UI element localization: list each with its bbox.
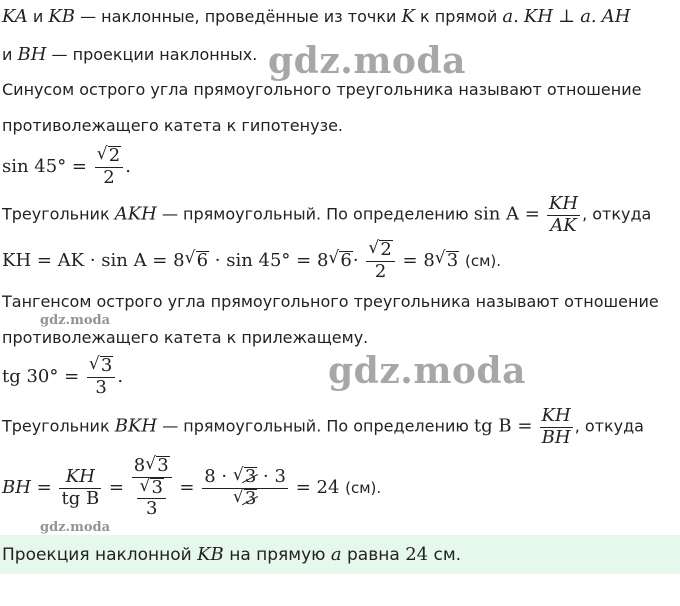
- answer-text: Проекция наклонной KB на прямую a равна 24 см.: [2, 544, 462, 565]
- line-triangle-akh: Треугольник AKH — прямоугольный. По определению sin A = $\frac{KH}{AK}$ , откуда: [2, 193, 652, 236]
- watermark-small: gdz.moda: [40, 313, 111, 328]
- fraction: $\frac{KH}{BH}$: [541, 405, 571, 448]
- sine-definition-2: противолежащего катета к гипотенузе.: [2, 116, 344, 135]
- line-triangle-bkh: Треугольник BKH — прямоугольный. По определению tg B = $\frac{KH}{BH}$ , откуда: [2, 405, 644, 448]
- fraction: √ $\frac{2}{2}$: [366, 240, 394, 282]
- answer-box: [0, 535, 680, 574]
- equation-kh: KH = AK · sin A = 8√ 6 · sin 45° = 8√ 6· √ $\frac{2}{2}$ = 8√ 3 (см).: [2, 240, 501, 282]
- watermark-logo: gdz.moda: [328, 350, 526, 392]
- equation-bh: BH = $\frac{KH}{\text{tg B}}$ = 8√ 3 √ $\frac{3}{3}$ = 8 · √ 3 · 3 √ 3 = 24 (см).: [2, 456, 381, 520]
- line-1: KA и KB — наклонные, проведённые из точки K к прямой a. KH ⊥ a. AH: [2, 6, 631, 27]
- fraction: $\frac{KH}{AK}$: [548, 193, 579, 236]
- line-2: и BH — проекции наклонных.: [2, 44, 258, 65]
- sine-definition-1: Синусом острого угла прямоугольного треугольника называют отношение: [2, 80, 642, 99]
- watermark-small: gdz.moda: [40, 520, 111, 535]
- equation-tg30: tg 30° = √ $\frac{3}{3}$ .: [2, 356, 123, 398]
- tangent-definition-1: Тангенсом острого угла прямоугольного треугольника называют отношение: [2, 292, 659, 311]
- fraction: 8 · √ 3 · 3 √ 3: [202, 467, 288, 509]
- fraction: $\frac{KH}{\text{tg B}}$: [61, 465, 100, 509]
- tangent-definition-2: противолежащего катета к прилежащему.: [2, 328, 369, 347]
- fraction: √ $\frac{3}{3}$: [87, 356, 115, 398]
- watermark-logo: gdz.moda: [268, 40, 466, 82]
- equation-sin45: sin 45° = √ $\frac{2}{2}$ .: [2, 146, 131, 188]
- fraction: 8√ 3 √ $\frac{3}{3}$: [132, 456, 172, 520]
- fraction: √ $\frac{2}{2}$: [95, 146, 123, 188]
